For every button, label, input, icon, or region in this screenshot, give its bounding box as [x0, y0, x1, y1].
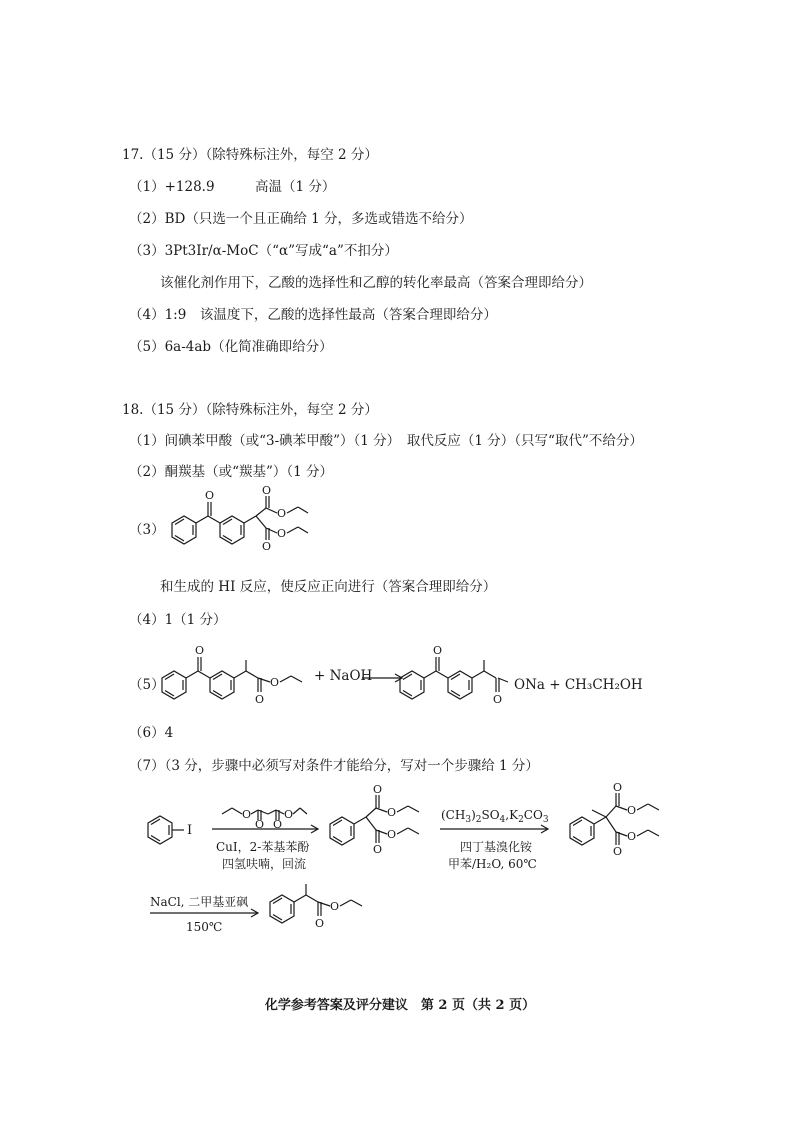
q17-answer-3-explanation: 该催化剂作用下，乙酸的选择性和乙醇的转化率最高（答案合理即给分） — [160, 275, 592, 291]
q18-answer-4: （4）1（1 分） — [129, 612, 227, 628]
scheme-methylphenylmalonate-structure — [560, 780, 680, 870]
scheme-malonate-o4: O — [284, 808, 294, 821]
q18-5-product-ketone-o: O — [433, 644, 443, 657]
q18-5-product-structure — [388, 640, 528, 720]
scheme-phenylmalonate-o3: O — [373, 843, 383, 856]
scheme-step3-condition-1: NaCl, 二甲基亚砜 — [150, 895, 249, 909]
q18-answer-7: （7）（3 分，步骤中必须写对条件才能给分，写对一个步骤给 1 分） — [129, 758, 539, 774]
q18-5-reactant-ketone-o: O — [195, 644, 205, 657]
q18-answer-6: （6）4 — [129, 725, 174, 741]
page-footer: 化学参考答案及评分建议 第 2 页（共 2 页） — [264, 998, 536, 1013]
scheme-step1-condition-1: CuI，2-苯基苯酚 — [216, 840, 310, 854]
q18-5-reactant-structure — [150, 640, 330, 720]
scheme-malonate-o1: O — [242, 808, 252, 821]
q17-answer-3: （3）3Pt3Ir/α-MoC（“α”写成“a”不扣分） — [129, 243, 398, 259]
scheme-arrow-2 — [440, 823, 552, 835]
q18-answer-2: （2）酮羰基（或“羰基”）（1 分） — [129, 464, 334, 480]
q18-3-ester-o3: O — [262, 540, 272, 553]
q18-3-ester-o4: O — [277, 527, 287, 540]
scheme-methylphenylmalonate-o3: O — [613, 845, 623, 858]
q18-answer-3-explanation: 和生成的 HI 反应，使反应正向进行（答案合理即给分） — [160, 579, 497, 595]
q18-5-reactant-ester-o1: O — [255, 693, 265, 706]
scheme-step1-condition-2: 四氢呋喃，回流 — [222, 857, 307, 871]
scheme-diethyl-malonate-structure — [218, 796, 308, 831]
scheme-step2-condition-2: 四丁基溴化铵 — [460, 840, 533, 854]
q17-answer-4: （4）1:9 该温度下，乙酸的选择性最高（答案合理即给分） — [129, 307, 497, 323]
scheme-iodo-label: I — [187, 823, 193, 838]
scheme-arrow-1 — [212, 823, 322, 835]
scheme-methylphenylmalonate-o4: O — [627, 830, 637, 843]
q17-answer-5: （5）6a-4ab（化简准确即给分） — [129, 339, 333, 355]
q18-3-carbonyl-o: O — [205, 489, 215, 502]
q18-answer-3-label: （3） — [129, 522, 165, 538]
q18-5-reactant-ester-o2: O — [270, 676, 280, 689]
q18-header: 18.（15 分）（除特殊标注外，每空 2 分） — [122, 402, 378, 418]
scheme-step2-condition-3: 甲苯/H₂O, 60℃ — [448, 857, 537, 871]
scheme-phenylmalonate-structure — [320, 783, 440, 866]
scheme-methylphenylmalonate-o1: O — [613, 781, 623, 794]
q18-answer-1: （1）间碘苯甲酸（或“3-碘苯甲酸”）（1 分） 取代反应（1 分）（只写“取代”不给分） — [129, 433, 643, 449]
q18-3-ester-o1: O — [262, 484, 272, 497]
q17-header: 17.（15 分）（除特殊标注外，每空 2 分） — [122, 147, 378, 163]
scheme-phenylmalonate-o1: O — [373, 783, 383, 796]
scheme-final-product-o2: O — [330, 900, 340, 913]
q18-answer-5-label: （5） — [129, 677, 165, 693]
scheme-final-product-o1: O — [315, 917, 325, 930]
q17-answer-1: （1）+128.9 高温（1 分） — [129, 179, 336, 195]
scheme-phenylmalonate-o4: O — [387, 828, 397, 841]
scheme-step3-condition-2: 150℃ — [186, 920, 223, 934]
q18-3-ester-o2: O — [277, 507, 287, 520]
scheme-malonate-o3: O — [273, 818, 283, 831]
q18-5-product-formula: ONa + CH₃CH₂OH — [514, 677, 643, 693]
q18-5-plus-naoh: + NaOH — [314, 668, 373, 684]
scheme-methylphenylmalonate-o2: O — [627, 804, 637, 817]
scheme-phenylmalonate-o2: O — [387, 806, 397, 819]
scheme-step2-condition-1: $(CH_3)_2SO_4,K_2CO_3$ — [441, 808, 549, 825]
scheme-final-product-structure — [262, 880, 372, 940]
scheme-arrow-3 — [150, 907, 262, 919]
scheme-malonate-o2: O — [255, 818, 265, 831]
q18-5-product-carboxylate-o: O — [493, 693, 503, 706]
scheme-iodobenzene-structure — [140, 810, 210, 850]
q18-3-structure — [150, 484, 350, 558]
q17-answer-2: （2）BD（只选一个且正确给 1 分，多选或错选不给分） — [129, 211, 473, 227]
